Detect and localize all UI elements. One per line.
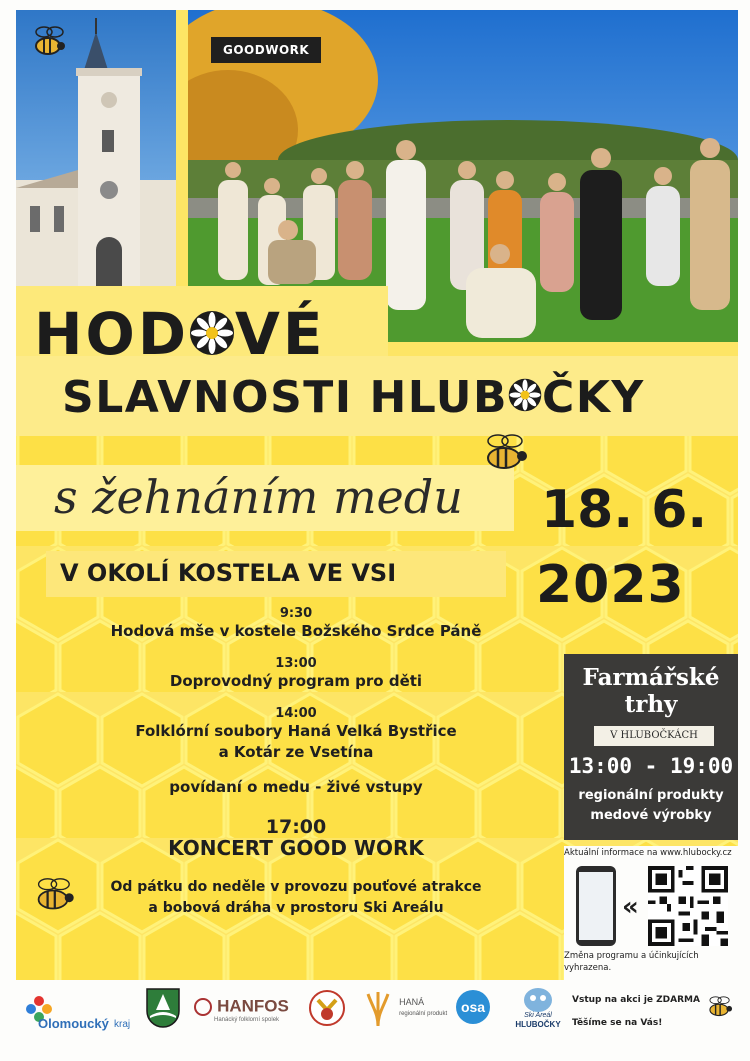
goodwork-badge: GOODWORK: [211, 37, 321, 63]
municipality-crest-icon: [146, 988, 180, 1030]
event-place: V OKOLÍ KOSTELA VE VSI: [60, 559, 397, 587]
info-panel: [564, 846, 738, 980]
hana-sub: regionální produkt: [399, 1011, 448, 1017]
farm-hours: 13:00 - 19:00: [568, 754, 734, 778]
program-text: Hodová mše v kostele Božského Srdce Páně: [110, 622, 482, 640]
mascot-icon: [520, 984, 556, 1014]
olomoucky-text: Olomoucký: [38, 1016, 109, 1031]
program-item: [56, 777, 536, 798]
program-text: KONCERT GOOD WORK: [168, 836, 424, 860]
info-note: Změna programu a účinkujících vyhrazena.: [564, 951, 699, 973]
program-item: [56, 816, 536, 859]
bee-icon: [26, 872, 80, 918]
kotar-logo-icon: [308, 988, 346, 1032]
farm-line: medové výrobky: [590, 808, 712, 823]
program-item: [56, 656, 536, 692]
farm-title-line: trhy: [624, 691, 678, 718]
farm-title: [564, 664, 738, 718]
bee-icon: [702, 992, 736, 1022]
ski-areal-logo: [512, 984, 564, 1036]
program-item: [56, 706, 536, 763]
program-text: a bobová dráha v prostoru Ski Areálu: [148, 900, 444, 916]
farmers-market-panel: [564, 654, 738, 840]
program-text: Od pátku do neděle v provozu pouťové atrakce: [110, 879, 482, 895]
event-date: 18. 6.: [541, 480, 708, 540]
hanfos-sub: Hanácký folklorní spolek: [214, 1016, 280, 1023]
farm-title-line: Farmářské: [582, 664, 720, 691]
farm-ribbon: V HLUBOČKÁCH: [594, 726, 714, 746]
poster: [16, 10, 738, 980]
ski-text-2: HLUBOČKY: [515, 1020, 561, 1029]
program-time: 13:00: [275, 656, 317, 671]
daisy-icon: [189, 310, 235, 356]
sponsors-strip: [16, 980, 738, 1055]
kraj-text: kraj: [114, 1019, 131, 1030]
program-text: povídaní o medu - živé vstupy: [169, 778, 423, 796]
program-item: [56, 877, 536, 919]
see-you-note: Těšíme se na Vás!: [572, 1018, 663, 1028]
program-text: a Kotár ze Vsetína: [218, 743, 374, 761]
wheat-icon: [362, 988, 394, 1028]
hana-text: HANÁ: [399, 997, 425, 1007]
program-time: 14:00: [275, 706, 317, 721]
program-time: 17:00: [265, 816, 327, 838]
program-list: [56, 606, 536, 919]
qr-code[interactable]: [648, 866, 728, 946]
info-url: Aktuální informace na www.hlubocky.cz: [564, 848, 732, 858]
olomoucky-kraj-logo: [24, 994, 134, 1034]
double-chevron-icon: «: [622, 892, 639, 922]
hanfos-text: HANFOS: [217, 996, 289, 1016]
program-item: [56, 606, 536, 642]
farm-line: regionální produkty: [578, 788, 724, 803]
program-text: Folklórní soubory Haná Velká Bystřice: [135, 722, 457, 740]
hana-regional-logo: [362, 988, 452, 1028]
program-time: 9:30: [279, 606, 313, 621]
daisy-icon: [508, 378, 542, 412]
event-year: 2023: [536, 555, 685, 615]
hanfos-logo: [194, 996, 294, 1023]
osa-logo: osa: [456, 990, 490, 1024]
bee-icon: [474, 428, 534, 478]
hanfos-emblem-icon: [194, 998, 212, 1016]
subtitle: s žehnáním medu: [54, 470, 463, 524]
ski-text: Ski Areál: [524, 1012, 552, 1019]
bee-icon: [24, 22, 70, 62]
title-line-1: HOD VÉ: [34, 300, 326, 368]
title-line-2: SLAVNOSTI HLUB ČKY: [62, 372, 645, 423]
program-text: Doprovodný program pro děti: [169, 672, 423, 690]
phone-icon: [576, 866, 616, 946]
entry-free: Vstup na akci je ZDARMA: [572, 995, 700, 1005]
